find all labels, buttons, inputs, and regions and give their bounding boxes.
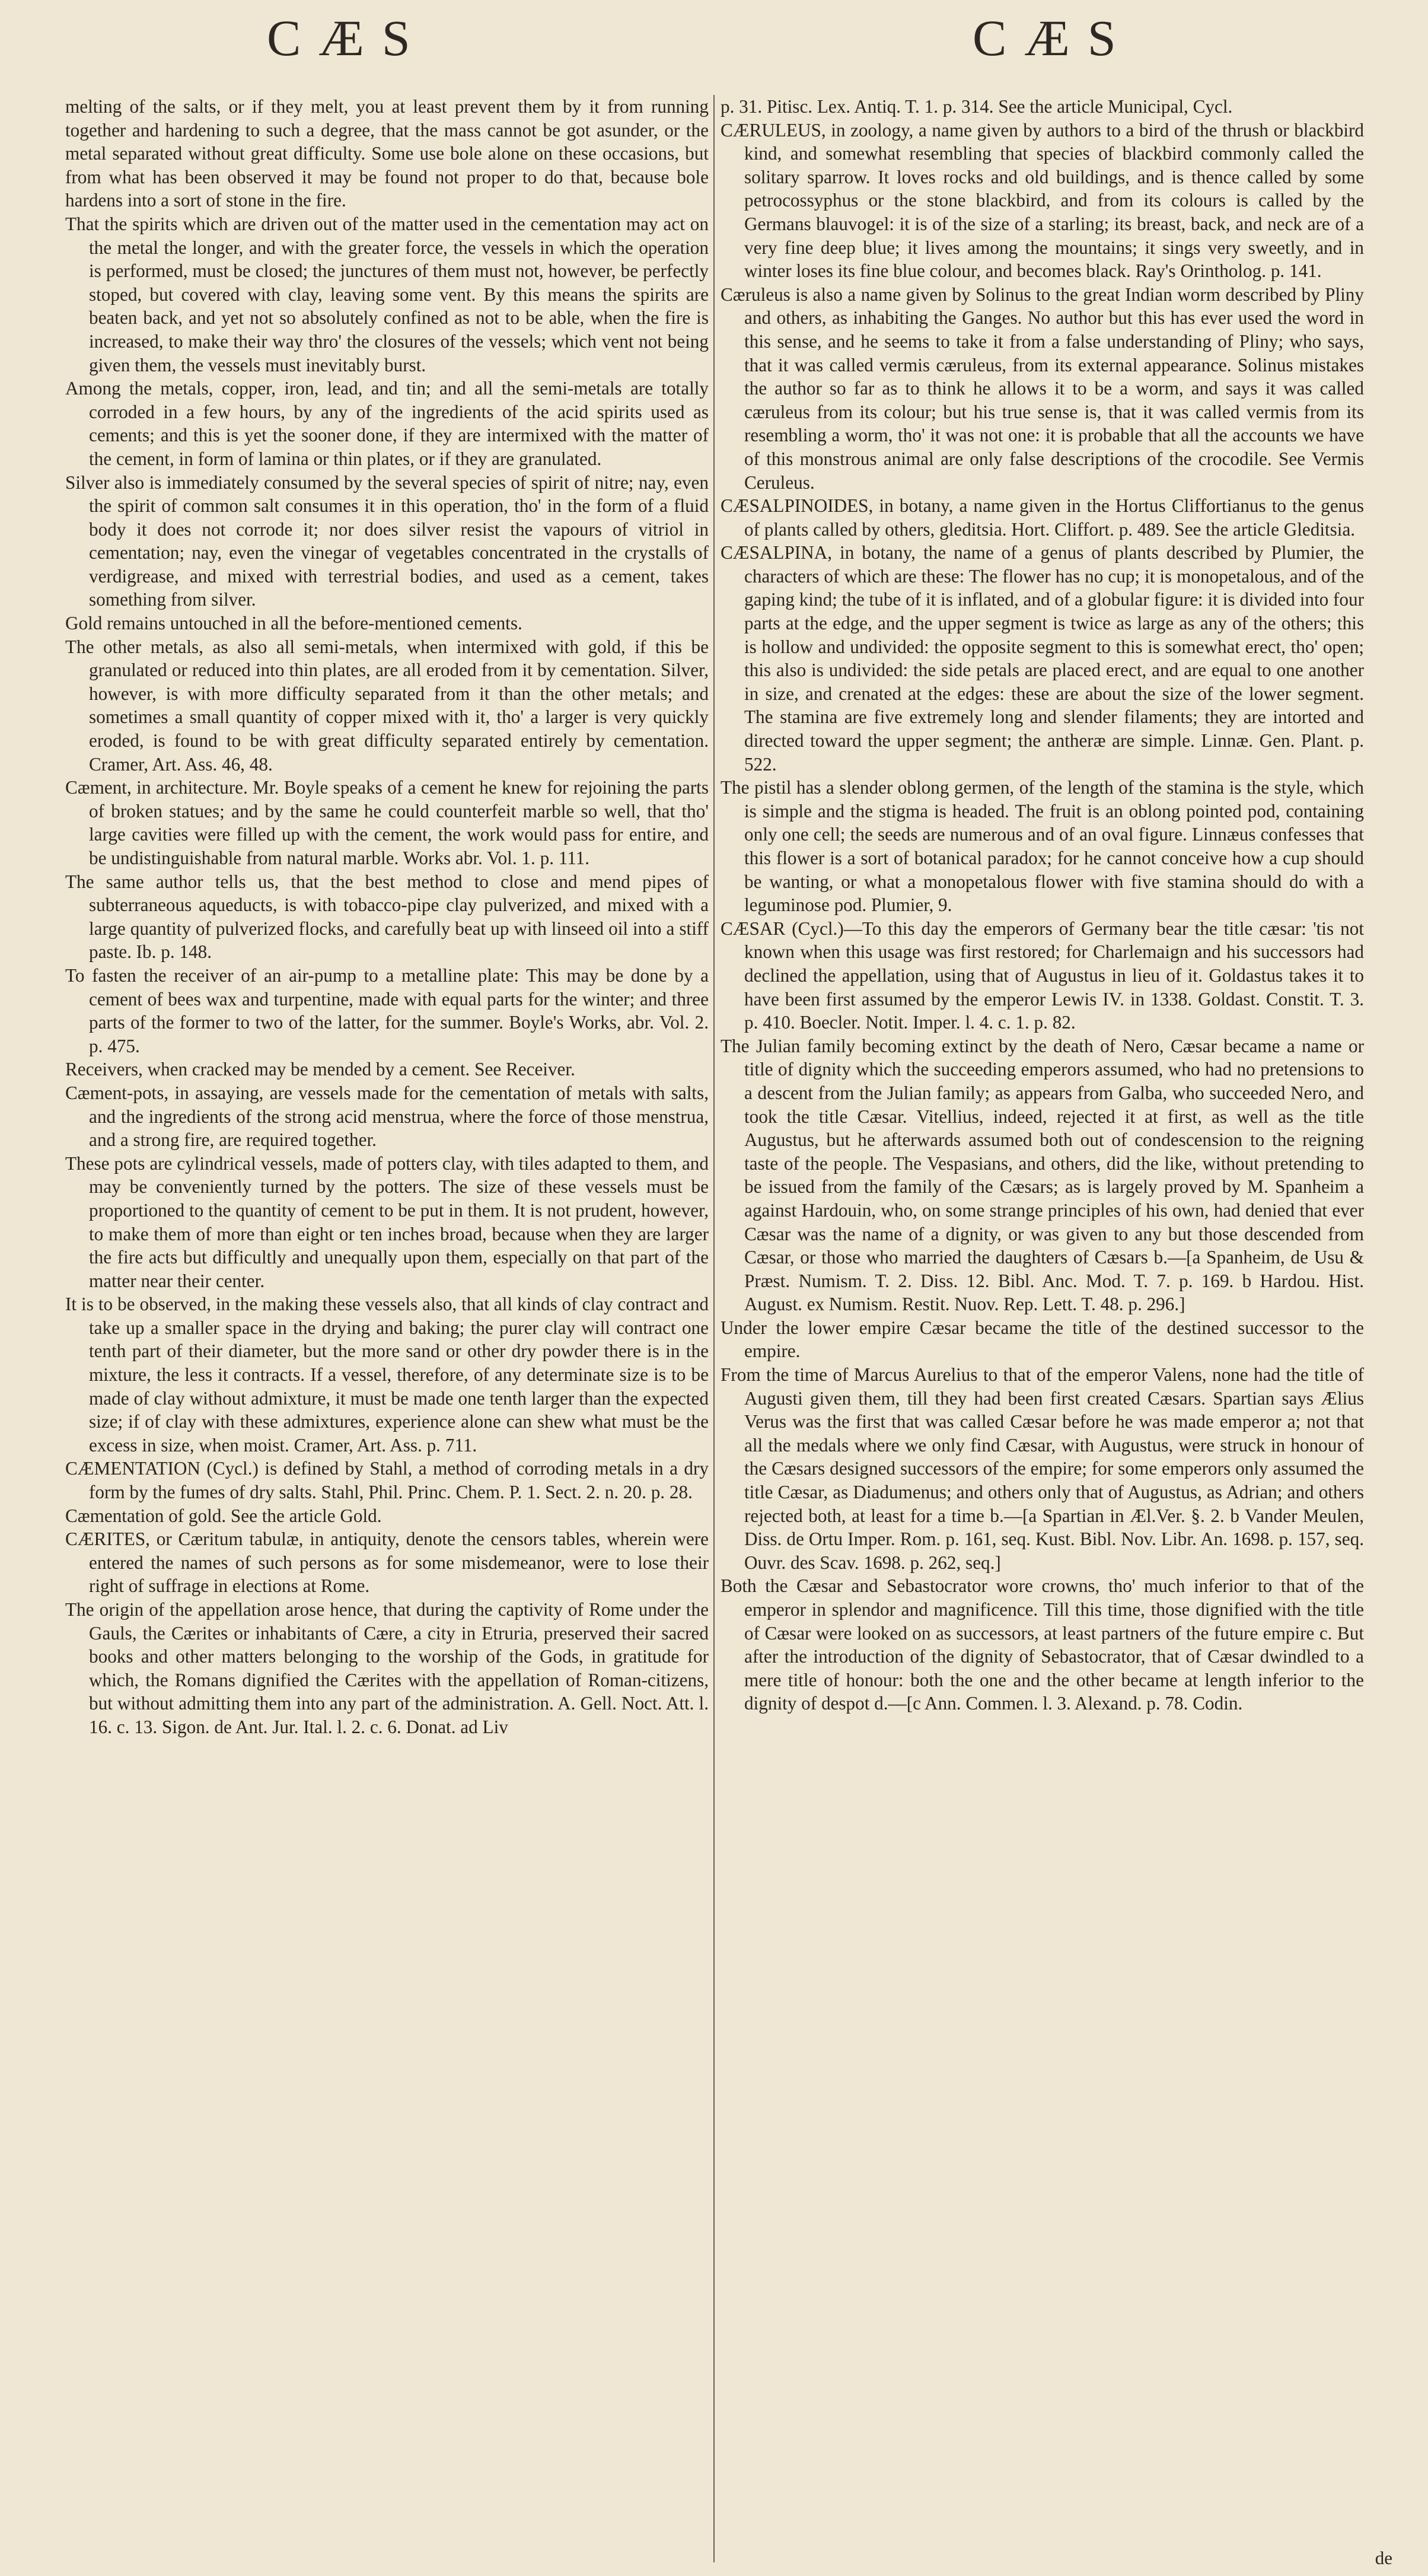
- catchword: de: [1375, 2548, 1392, 2568]
- entry-paragraph: Silver also is immediately consumed by the several species of spirit of nitre; nay, even the spirit of common salt consumes it in this operation, tho' in the form of a fluid body it does not corrode it; nor does silver resist the vapours of vitriol in cementation; nay, even the vinegar of vegetables concentrated in the crystalls of verdigrease, and mixed with terrestrial bodies, and used as a cement, takes something from silver.: [65, 472, 709, 610]
- entry-paragraph: The pistil has a slender oblong germen, of the length of the stamina is the style, which is simple and the stigma is headed. The fruit is an oblong pointed pod, containing only one cell; the seeds are numerous and of an oval figure. Linnæus confesses that this flower is a sort of botanical paradox; for he cannot conceive how a cup should be wanting, or what a monopetalous flower with five stamina should do with a leguminose pod. Plumier, 9.: [721, 777, 1364, 916]
- entry-paragraph: CÆSALPINA, in botany, the name of a genus of plants described by Plumier, the characters of which are these: The flower has no cup; it is monopetalous, and of the gaping kind; the tube of it is inflated, and of a globular figure: it is divided into four parts at the edge, and the upper segment is twice as large as any of the others; this is hollow and undivided: the opposite segment to this is somewhat erect, tho' open; this also is undivided: the side petals are placed erect, and are equal to one another in size, and crenated at the edges: these are about the size of the lower segment. The stamina are five extremely long and slender filaments; they are intorted and directed toward the upper segment; the antheræ are simple. Linnæ. Gen. Plant. p. 522.: [721, 542, 1364, 775]
- running-header: [0, 8, 1428, 74]
- entry-paragraph: CÆSALPINOIDES, in botany, a name given in the Hortus Cliffortianus to the genus of plants called by others, gleditsia. Hort. Cliffort. p. 489. See the article Gleditsia.: [721, 495, 1364, 540]
- entry-paragraph: Gold remains untouched in all the before-mentioned cements.: [65, 613, 522, 634]
- header-right: CÆS: [973, 9, 1134, 66]
- entry-paragraph: The same author tells us, that the best method to close and mend pipes of subterraneous aqueducts, is with tobacco-pipe clay pulverized, and mixed with a large quantity of pulverized flocks, and carefully beat up with linseed oil into a stiff paste. Ib. p. 148.: [65, 871, 709, 963]
- entry-paragraph: Both the Cæsar and Sebastocrator wore crowns, tho' much inferior to that of the emperor in splendor and magnificence. Till this time, those dignified with the title of Cæsar were looked on as successors, at least partners of the future empire c. But after the introduction of the dignity of Sebastocrator, that of Cæsar dwindled to a mere title of honour: both the one and the other became at length inferior to the dignity of despot d.—[c Ann. Commen. l. 3. Alexand. p. 78. Codin.: [721, 1575, 1364, 1714]
- right-column: [721, 95, 1364, 2556]
- entry-paragraph: That the spirits which are driven out of the matter used in the cementation may act on the metal the longer, and with the greater force, the vessels in which the operation is performed, must be closed; the junctures of them must not, however, be perfectly stoped, but covered with clay, leaving some vent. By this means the spirits are beaten back, and yet not so absolutely confined as not to be able, when the fire is increased, to make their way thro' the closures of the vessels; which vent not being given them, the vessels must inevitably burst.: [65, 213, 709, 375]
- column-divider: [713, 95, 715, 2562]
- entry-paragraph: The Julian family becoming extinct by the death of Nero, Cæsar became a name or title of dignity which the succeeding emperors assumed, who had no pretensions to a descent from the Julian family; as appears from Galba, who succeeded Nero, and took the title Cæsar. Vitellius, indeed, rejected it at first, as well as the title Augustus, but he afterwards assumed both out of condescension to the reigning taste of the people. The Vespasians, and others, did the like, without pretending to be issued from the family of the Cæsars; as is largely proved by M. Spanheim a against Hardouin, who, on some strange principles of his own, had denied that ever Cæsar was the name of a dignity, or was given to any but those descended from Cæsar, or those who married the daughters of Cæsars b.—[a Spanheim, de Usu & Præst. Numism. T. 2. Diss. 12. Bibl. Anc. Mod. T. 7. p. 169. b Hardou. Hist. August. ex Numism. Restit. Nuov. Rep. Lett. T. 48. p. 296.]: [721, 1035, 1364, 1315]
- entry-paragraph: melting of the salts, or if they melt, you at least prevent them by it from running together and hardening to such a degree, that the mass cannot be got asunder, or the metal separated without great difficulty. Some use bole alone on these occasions, but from what has been observed it may be found not proper to do that, because bole hardens into a sort of stone in the fire.: [65, 96, 709, 211]
- entry-paragraph: Receivers, when cracked may be mended by a cement. See Receiver.: [65, 1059, 575, 1080]
- entry-paragraph: Under the lower empire Cæsar became the title of the destined successor to the empire.: [721, 1317, 1364, 1362]
- entry-paragraph: CÆSAR (Cycl.)—To this day the emperors of Germany bear the title cæsar: 'tis not known when this usage was first restored; for Charlemaign and his successors had declined the appellation, using that of Augustus in lieu of it. Goldastus takes it to have been first assumed by the emperor Lewis IV. in 1338. Goldast. Constit. T. 3. p. 410. Boecler. Notit. Imper. l. 4. c. 1. p. 82.: [721, 918, 1364, 1033]
- entry-paragraph: CÆRITES, or Cæritum tabulæ, in antiquity, denote the censors tables, wherein were entered the names of such persons as for some misdemeanor, were to lose their right of suffrage in elections at Rome.: [65, 1529, 709, 1597]
- entry-paragraph: From the time of Marcus Aurelius to that of the emperor Valens, none had the title of Augusti given them, till they had been first created Cæsars. Spartian says Ælius Verus was the first that was called Cæsar before he was made emperor a; not that all the medals where we only find Cæsar, with Augustus, were struck in honour of the Cæsars designed successors of the empire; for some emperors only assumed the title Cæsar, as Diadumenus; and others only that of Augustus, as Adrian; and others rejected both, at least for a time b.—[a Spartian in Æl.Ver. §. 2. b Vander Meulen, Diss. de Ortu Imper. Rom. p. 161, seq. Kust. Bibl. Nov. Libr. An. 1698. p. 157, seq. Ouvr. des Scav. 1698. p. 262, seq.]: [721, 1364, 1364, 1573]
- entry-paragraph: To fasten the receiver of an air-pump to a metalline plate: This may be done by a cement of bees wax and turpentine, made with equal parts for the winter; and three parts of the former to two of the latter, for the summer. Boyle's Works, abr. Vol. 2. p. 475.: [65, 964, 709, 1056]
- entry-paragraph: The origin of the appellation arose hence, that during the captivity of Rome under the Gauls, the Cærites or inhabitants of Cære, a city in Etruria, preserved their sacred books and other matters belonging to the worship of the Gods, in gratitude for which, the Romans dignified the Cærites with the appellation of Roman-citizens, but without admitting them into any part of the administration. A. Gell. Noct. Att. l. 16. c. 13. Sigon. de Ant. Jur. Ital. l. 2. c. 6. Donat. ad Liv: [65, 1599, 709, 1737]
- entry-paragraph: Cæment, in architecture. Mr. Boyle speaks of a cement he knew for rejoining the parts of broken statues; and by the same he could counterfeit marble so well, that tho' large cavities were filled up with the cement, the work would pass for entire, and be undistinguishable from natural marble. Works abr. Vol. 1. p. 111.: [65, 777, 709, 868]
- entry-paragraph: Cæmentation of gold. See the article Gold.: [65, 1505, 382, 1526]
- entry-paragraph: Cæruleus is also a name given by Solinus to the great Indian worm described by Pliny and others, as inhabiting the Ganges. No author but this has ever used the word in this sense, and he seems to take it from a false understanding of Pliny; who says, that it was called vermis cæruleus, from its external appearance. Solinus mistakes the author so far as to think he allows it to be a worm, and says it was called cæruleus from its colour; but his true sense is, that it was called vermis from its resembling a worm, tho' it was not one: it is probable that all the accounts we have of this monstrous animal are only false descriptions of the crocodile. See Vermis Ceruleus.: [721, 284, 1364, 493]
- entry-paragraph: The other metals, as also all semi-metals, when intermixed with gold, if this be granulated or reduced into thin plates, are all eroded from it by cementation. Silver, however, is with more difficulty separated from it than the other metals; and sometimes a small quantity of copper mixed with it, tho' a larger is very quickly eroded, is found to be with great difficulty separated entirely by cementation. Cramer, Art. Ass. 46, 48.: [65, 636, 709, 775]
- entry-paragraph: CÆRULEUS, in zoology, a name given by authors to a bird of the thrush or blackbird kind, and somewhat resembling that species of blackbird commonly called the solitary sparrow. It loves rocks and old buildings, and is thence called by some petrocossyphus or the stone blackbird, and from its colours is called by the Germans blauvogel: it is of the size of a starling; its breast, back, and neck are of a very fine deep blue; it lives among the mountains; it sings very sweetly, and in winter loses its fine blue colour, and becomes black. Ray's Orintholog. p. 141.: [721, 119, 1364, 282]
- entry-paragraph: CÆMENTATION (Cycl.) is defined by Stahl, a method of corroding metals in a dry form by the fumes of dry salts. Stahl, Phil. Princ. Chem. P. 1. Sect. 2. n. 20. p. 28.: [65, 1458, 709, 1503]
- entry-paragraph: p. 31. Pitisc. Lex. Antiq. T. 1. p. 314. See the article Municipal, Cycl.: [721, 96, 1233, 117]
- entry-paragraph: Among the metals, copper, iron, lead, and tin; and all the semi-metals are totally corroded in a few hours, by any of the ingredients of the acid spirits used as cements; and this is yet the sooner done, if they are intermixed with the matter of the cement, in form of lamina or thin plates, or if they are granulated.: [65, 378, 709, 469]
- header-left: CÆS: [267, 9, 428, 66]
- entry-paragraph: Cæment-pots, in assaying, are vessels made for the cementation of metals with salts, and the ingredients of the strong acid menstrua, where the force of those menstrua, and a strong fire, are required together.: [65, 1082, 709, 1151]
- entry-paragraph: These pots are cylindrical vessels, made of potters clay, with tiles adapted to them, and may be conveniently turned by the potters. The size of these vessels must be proportioned to the quantity of cement to be put in them. It is not prudent, however, to make them of more than eight or ten inches broad, because when they are larger the fire acts but difficultly and unequally upon them, especially on that part of the matter near their center.: [65, 1152, 709, 1291]
- entry-paragraph: It is to be observed, in the making these vessels also, that all kinds of clay contract and take up a smaller space in the drying and baking; the purer clay will contract one tenth part of their diameter, but the more sand or other dry powder there is in the mixture, the less it contracts. If a vessel, therefore, of any determinate size is to be made of clay without admixture, it must be made one tenth larger than the expected size; if of clay with these admixtures, experience alone can shew what must be the excess in size, when moist. Cramer, Art. Ass. p. 711.: [65, 1294, 709, 1456]
- left-column: [65, 95, 709, 2556]
